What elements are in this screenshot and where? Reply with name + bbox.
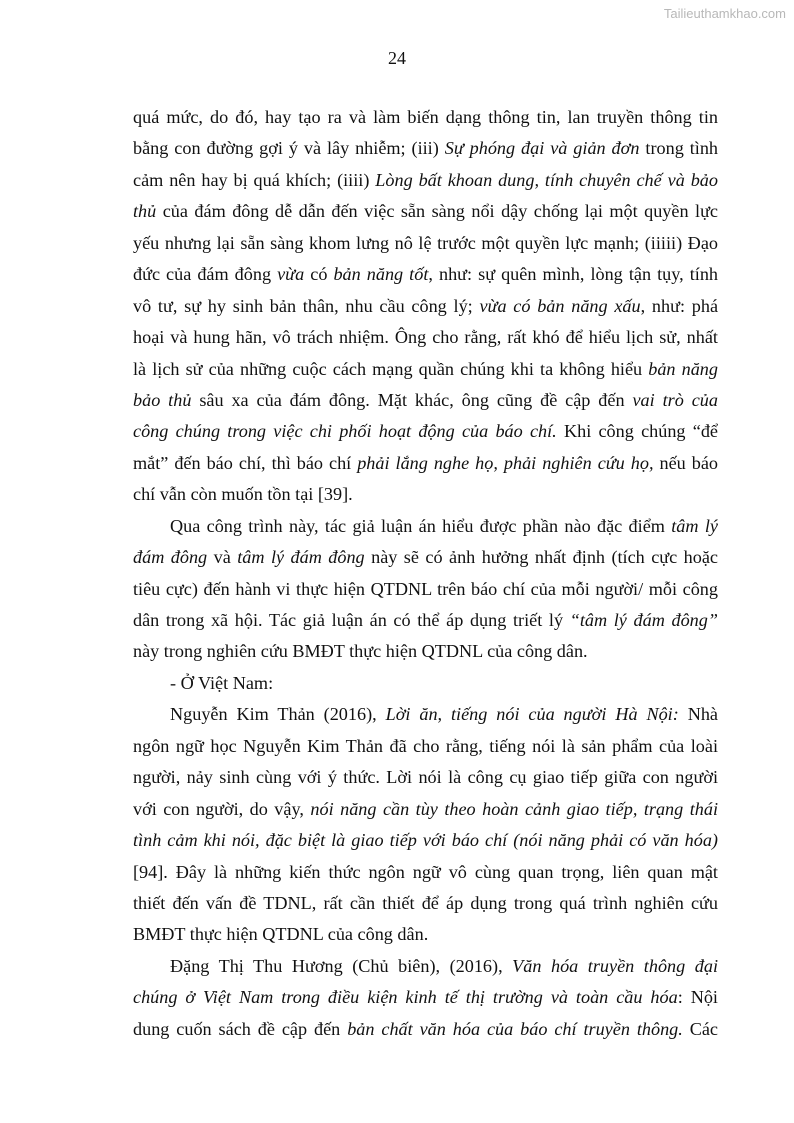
text-run: , như: sự quên mình, lòng tận tụy, tính — [428, 264, 719, 285]
page-number: 24 — [388, 48, 406, 68]
italic-text: Lòng bất khoan dung, tính chuyên chế và bảo — [375, 169, 718, 190]
text-line — [133, 982, 718, 1013]
text-run: là lịch sử của những cuộc cách mạng quần chúng khi ta không hiểu — [133, 358, 649, 379]
watermark: Tailieuthamkhao.com — [663, 6, 786, 21]
text-line — [133, 196, 718, 227]
text-line — [133, 762, 718, 793]
text-line — [133, 479, 718, 510]
text-line — [133, 574, 718, 605]
text-line — [133, 448, 718, 479]
text-run: cảm nên hay bị quá khích; (iiii) — [133, 169, 376, 190]
italic-text: bản năng tốt — [333, 264, 429, 285]
text-run: có — [304, 264, 334, 285]
text-line — [133, 165, 718, 196]
text-run: BMĐT thực hiện QTDNL của công dân. — [133, 924, 429, 945]
text-run: dung cuốn sách đề cập đến — [133, 1018, 348, 1039]
italic-text: công chúng trong việc chi phối hoạt động của báo chí. — [133, 421, 557, 442]
text-run: yếu nhưng lại sẵn sàng khom lưng nô lệ trước một quyền lực mạnh; (iiiii) Đạo — [133, 232, 718, 253]
text-line — [133, 291, 718, 322]
text-run: Khi công chúng “để — [556, 421, 718, 442]
text-run: này trong nghiên cứu BMĐT thực hiện QTDNL của công dân. — [133, 641, 588, 662]
text-run: hoại và hung hãn, vô trách nhiệm. Ông cho rằng, rất khó để hiểu lịch sử, nhất — [133, 327, 718, 348]
italic-text: bản năng — [648, 358, 718, 379]
italic-text: vai trò của — [632, 389, 718, 410]
italic-text: phải lắng nghe họ, phải nghiên cứu họ, — [357, 452, 654, 473]
text-line — [133, 794, 718, 825]
italic-text: “tâm lý đám đông” — [569, 610, 718, 630]
text-run: dân trong xã hội. Tác giả luận án có thể áp dụng triết lý — [133, 610, 570, 630]
text-run: nếu báo — [653, 452, 718, 473]
text-run: đức của đám đông — [133, 264, 278, 285]
text-line — [133, 825, 718, 856]
text-run: Nguyễn Kim Thản (2016), — [170, 704, 386, 725]
text-run: ngôn ngữ học Nguyễn Kim Thản đã cho rằng, tiếng nói là sản phẩm của loài — [133, 735, 718, 756]
text-line — [133, 542, 718, 573]
text-line — [133, 259, 718, 290]
italic-text: thủ — [133, 201, 157, 222]
text-line — [133, 731, 718, 762]
italic-text: vừa có bản năng xấu — [479, 295, 641, 316]
text-run: thiết đến vấn đề TDNL, rất cần thiết để áp dụng trong quá trình nghiên cứu — [133, 892, 718, 913]
text-line — [133, 951, 718, 982]
text-run: người, nảy sinh cùng với ý thức. Lời nói là công cụ giao tiếp giữa con người — [133, 767, 718, 788]
text-line — [133, 605, 718, 636]
text-line — [133, 699, 718, 730]
text-run: Qua công trình này, tác giả luận án hiểu được phần nào đặc điểm — [170, 515, 672, 536]
text-line — [133, 102, 718, 133]
italic-text: Văn hóa truyền thông đại — [512, 955, 718, 976]
document-body — [133, 102, 718, 1045]
italic-text: đám đông — [133, 547, 208, 568]
text-line — [133, 354, 718, 385]
text-line — [133, 385, 718, 416]
italic-text: bảo thủ — [133, 389, 192, 410]
text-run: Các — [682, 1018, 718, 1039]
text-line — [133, 888, 718, 919]
text-run: quá mức, do đó, hay tạo ra và làm biến dạng thông tin, lan truyền thông tin — [133, 107, 718, 127]
italic-text: chúng ở Việt Nam trong điều kiện kinh tế thị trường và toàn cầu hóa — [133, 987, 678, 1008]
text-run: mắt” đến báo chí, thì báo chí — [133, 452, 358, 473]
text-run: của đám đông dễ dẫn đến việc sẵn sàng nổi dậy chống lại một quyền lực — [156, 201, 718, 222]
text-line — [133, 857, 718, 888]
text-line — [133, 919, 718, 950]
italic-text: nói năng cần tùy theo hoàn cảnh giao tiếp, trạng thái — [310, 798, 718, 819]
text-run: và — [207, 547, 238, 568]
italic-text: tâm lý đám đông — [237, 547, 365, 568]
text-run: tiêu cực) đến hành vi thực hiện QTDNL trên báo chí của mỗi người/ mỗi công — [133, 578, 718, 599]
italic-text: Sự phóng đại và giản đơn — [444, 138, 640, 159]
text-run: chí vẫn còn muốn tồn tại [39]. — [133, 484, 353, 505]
text-run: này sẽ có ảnh hưởng nhất định (tích cực hoặc — [364, 547, 719, 568]
text-run: : Nội — [677, 987, 718, 1008]
text-line — [133, 416, 718, 447]
text-run: vô tư, sự hy sinh bản thân, nhu cầu công lý; — [133, 295, 480, 316]
text-run: trong tình — [639, 138, 719, 159]
text-line — [133, 511, 718, 542]
text-run: Nhà — [678, 704, 718, 725]
text-run: Đặng Thị Thu Hương (Chủ biên), (2016), — [170, 955, 513, 976]
italic-text: Lời ăn, tiếng nói của người Hà Nội: — [385, 704, 679, 725]
text-line — [133, 668, 718, 699]
text-line — [133, 636, 718, 667]
text-run: [94]. Đây là những kiến thức ngôn ngữ vô cùng quan trọng, liên quan mật — [133, 861, 718, 882]
text-line — [133, 228, 718, 259]
text-run: sâu xa của đám đông. Mặt khác, ông cũng đề cập đến — [191, 389, 633, 410]
italic-text: bản chất văn hóa của báo chí truyền thông. — [347, 1018, 683, 1039]
text-line — [133, 133, 718, 164]
text-line — [133, 1014, 718, 1045]
text-line — [133, 322, 718, 353]
italic-text: vừa — [277, 264, 305, 285]
italic-text: tâm lý — [671, 515, 718, 536]
text-run: với con người, do vậy, — [133, 798, 311, 819]
text-run: - Ở Việt Nam: — [170, 672, 274, 693]
text-run: , như: phá — [640, 295, 719, 316]
italic-text: tình cảm khi nói, đặc biệt là giao tiếp với báo chí (nói năng phải có văn hóa) — [133, 830, 718, 851]
text-run: bằng con đường gợi ý và lây nhiễm; (iii) — [133, 138, 445, 159]
